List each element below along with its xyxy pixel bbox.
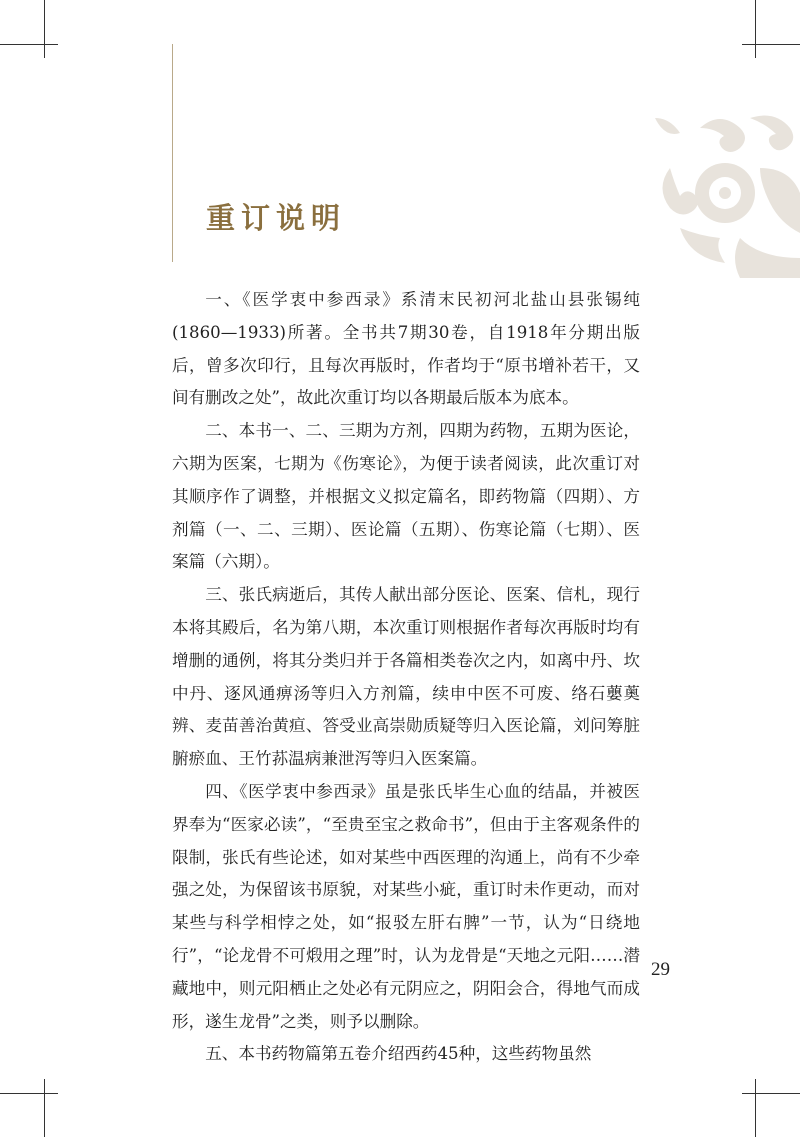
page-title: 重订说明: [206, 201, 347, 235]
crop-mark: [0, 1093, 58, 1094]
paragraph: 五、本书药物篇第五卷介绍西药45种，这些药物虽然: [205, 1044, 592, 1064]
crop-mark: [742, 44, 800, 45]
ornament-pattern-icon: [650, 108, 800, 278]
crop-mark: [755, 0, 756, 58]
paragraph: 一、《医学衷中参西录》系清末民初河北盐山县张锡纯(1860—1933)所著。全书共7期30卷，自1918年分期出版后，曾多次印行，且每次再版时，作者均于“原书增补若干，又间有删改之处”，故此次重订均以各期最后版本为底本。: [172, 290, 640, 408]
crop-mark: [44, 1079, 45, 1137]
crop-mark: [44, 0, 45, 58]
vertical-rule: [172, 44, 173, 262]
crop-mark: [0, 44, 58, 45]
paragraph: 三、张氏病逝后，其传人献出部分医论、医案、信札，现行本将其殿后，名为第八期，本次重订则根据作者每次再版时均有增删的通例，将其分类归并于各篇相类卷次之内，如离中丹、坎中丹、逐风通痹汤等归入方剂篇，续申中医不可废、络石蘡薁辨、麦苗善治黄疸、答受业高崇勋质疑等归入医论篇，刘问筹脏腑瘀血、王竹荪温病兼泄泻等归入医案篇。: [172, 585, 640, 769]
paragraph: 二、本书一、二、三期为方剂，四期为药物，五期为医论，六期为医案，七期为《伤寒论》，为便于读者阅读，此次重订对其顺序作了调整，并根据文义拟定篇名，即药物篇（四期）、方剂篇（一、二、三期）、医论篇（五期）、伤寒论篇（七期）、医案篇（六期）。: [172, 421, 640, 572]
crop-mark: [742, 1093, 800, 1094]
page-number: 29: [651, 959, 670, 980]
paragraph: 四、《医学衷中参西录》虽是张氏毕生心血的结晶，并被医界奉为“医家必读”，“至贵至宝之救命书”，但由于主客观条件的限制，张氏有些论述，如对某些中西医理的沟通上，尚有不少牵强之处，为保留该书原貌，对某些小疵，重订时未作更动，而对某些与科学相悖之处，如“报驳左肝右脾”一节，认为“日绕地行”，“论龙骨不可煅用之理”时，认为龙骨是“天地之元阳……潜藏地中，则元阳栖止之处必有元阴应之，阴阳会合，得地气而成形，遂生龙骨”之类，则予以删除。: [172, 781, 640, 1031]
body-text: [172, 284, 640, 1071]
crop-mark: [755, 1079, 756, 1137]
